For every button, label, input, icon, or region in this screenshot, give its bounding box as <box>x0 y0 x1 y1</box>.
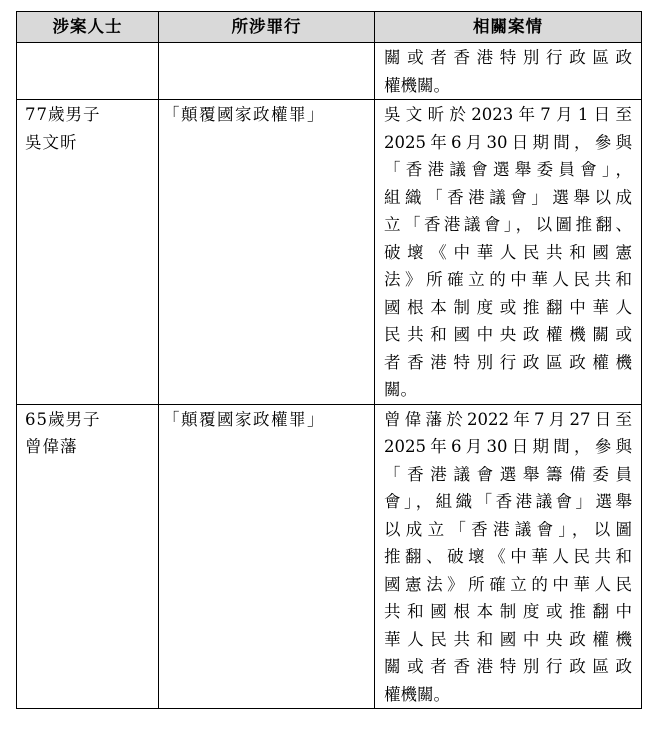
details-line: 2025年6月30日期間，參與 <box>384 437 632 456</box>
details-line: 共和國根本制度或推翻中 <box>384 602 632 621</box>
crime-text: 「顛覆國家政權罪」 <box>163 105 325 124</box>
details-line: 以成立「香港議會」，以圖 <box>384 519 632 539</box>
person-age: 77歲男子 <box>25 105 101 124</box>
details-line: 吳文昕於2023年7月1日至 <box>384 105 632 124</box>
header-details: 相關案情 <box>375 12 642 43</box>
crime-cell <box>159 404 375 709</box>
person-age: 65歲男子 <box>25 409 101 429</box>
details-line: 權機關。 <box>384 75 450 95</box>
details-line: 「香港議會選舉籌備委員 <box>384 464 632 484</box>
details-line: 法》所確立的中華人民共和 <box>384 270 632 289</box>
details-line: 曾偉藩於2022年7月27日至 <box>384 409 632 429</box>
table-row <box>17 100 642 405</box>
person-cell <box>17 404 159 709</box>
crime-cell <box>159 100 375 405</box>
header-crime: 所涉罪行 <box>159 12 375 43</box>
person-cell <box>17 43 159 100</box>
details-line: 權機關。 <box>384 684 450 704</box>
table-row <box>17 404 642 709</box>
case-table <box>16 11 642 709</box>
details-line: 推翻、破壞《中華人民共和 <box>384 547 632 566</box>
details-line: 「香港議會選舉委員會」， <box>384 160 632 179</box>
crime-cell <box>159 43 375 100</box>
details-line: 組織「香港議會」選舉以成 <box>384 187 632 207</box>
details-line: 關。 <box>384 380 417 399</box>
person-cell <box>17 100 159 405</box>
header-person: 涉案人士 <box>17 12 159 43</box>
details-line: 立「香港議會」，以圖推翻、 <box>384 215 632 234</box>
details-cell <box>375 100 642 405</box>
details-line: 國根本制度或推翻中華人 <box>384 297 632 317</box>
details-line: 華人民共和國中央政權機 <box>384 629 632 649</box>
details-cell <box>375 404 642 709</box>
details-line: 關或者香港特別行政區政 <box>384 48 632 67</box>
details-line: 者香港特別行政區政權機 <box>384 352 632 372</box>
table-row-continued <box>17 43 642 100</box>
details-line: 2025年6月30日期間，參與 <box>384 132 632 152</box>
crime-text: 「顛覆國家政權罪」 <box>163 409 325 429</box>
details-line: 會」，組織「香港議會」選舉 <box>384 492 632 511</box>
person-name: 曾偉藩 <box>25 437 78 456</box>
details-line: 國憲法》所確立的中華人民 <box>384 574 632 594</box>
details-line: 破壞《中華人民共和國憲 <box>384 242 632 262</box>
details-cell <box>375 43 642 100</box>
person-name: 吳文昕 <box>25 132 78 152</box>
header-row <box>17 12 642 43</box>
details-line: 關或者香港特別行政區政 <box>384 657 632 676</box>
details-line: 民共和國中央政權機關或 <box>384 325 632 344</box>
